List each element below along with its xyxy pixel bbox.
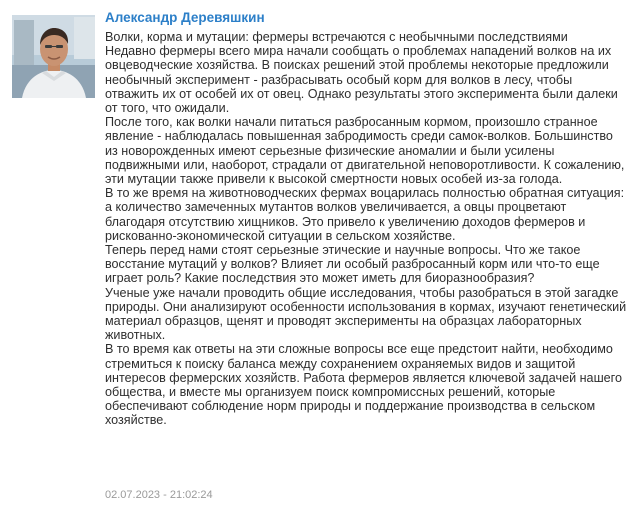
avatar[interactable] [12,15,95,98]
comment-paragraph: В то же время на животноводческих фермах воцарилась полностью обратная ситуация: [105,186,625,201]
comment-paragraph: Ученые уже начали проводить общие исследования, чтобы разобраться в этой загадке природы. Они анализируют особенности использования в кормах, изучают генетический материал образцов, щенят и проводят эксперименты на образцах лабораторных животных. [105,285,627,343]
comment-body [105,30,627,428]
comment-paragraph: Недавно фермеры всего мира начали сообщать о проблемах нападений волков на их овцеводческие хозяйства. В поисках решений этой проблемы некоторые предложили необычный эксперимент - разбрасывать особый корм для волков в лесу, чтобы отважить их от особей их от овец. Однако результаты этого эксперимента были далеки от того, что ожидали. [105,44,618,116]
comment-paragraph: После того, как волки начали питаться разбросанным кормом, произошло странное явление - наблюдалась повышенная забродимость среди самок-волков. Большинство из новорожденных имеют серьезные физические аномалии и были усилены подвижными или, наоборот, страдали от двигательной неповоротливости. К сожалению, эти мутации также привели к высокой смертности новых особей из-за голода. [105,115,625,187]
user-photo-avatar-icon [12,15,95,98]
post-timestamp: 02.07.2023 - 21:02:24 [105,489,213,501]
author-name[interactable]: Александр Деревяшкин [105,10,265,25]
comment-content [105,9,627,428]
comment-paragraph: а количество замеченных мутантов волков увеличивается, а овцы процветают благодаря отсутствию хищников. Это привело к увеличению доходов фермеров и рискованно-экономической ситуации в сельском хозяйстве. [105,200,586,243]
comment-paragraph: Волки, корма и мутации: фермеры встречаются с необычными последствиями [105,30,568,44]
comment-paragraph: Теперь перед нами стоят серьезные этические и научные вопросы. Что же такое восстание мутаций у волков? Влияет ли особый разбросанный корм или что-то еще играет роль? Какие последствия это может иметь для биоразнообразия? [105,243,600,286]
comment-paragraph: В то время как ответы на эти сложные вопросы все еще предстоит найти, необходимо стремиться к поиску баланса между сохранением охраняемых видов и защитой интересов фермерских хозяйств. Работа фермеров является ключевой задачей нашего общества, и вместе мы организуем поиск компромиссных решений, которые обеспечивают соблюдение норм природы и поддержание производства в сельском хозяйстве. [105,342,622,428]
